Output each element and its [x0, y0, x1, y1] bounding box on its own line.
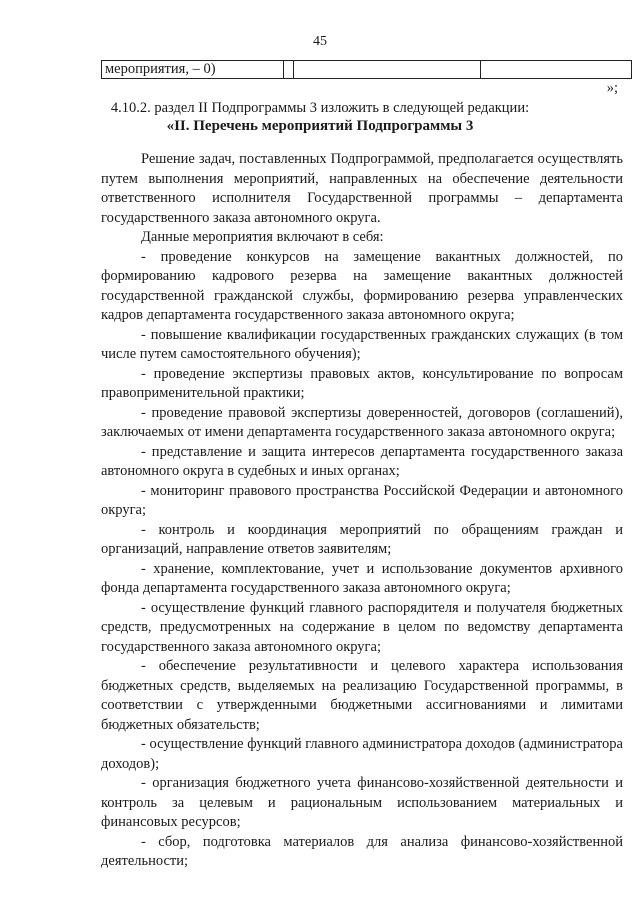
list-item: - обеспечение результативности и целевого характера использования бюджетных средств, выделяемых на реализацию Государственной программы, в соответствии с утвержденными бюджетными ассигнованиями и лимитами бюджетных обязательств;	[101, 658, 623, 733]
section-title: «II. Перечень мероприятий Подпрограммы 3	[166, 118, 474, 134]
page-number: 45	[313, 34, 327, 49]
list-item: - осуществление функций главного распорядителя и получателя бюджетных средств, предусмотренных на содержание в целом по ведомству департамента государственного заказа автономного округа;	[101, 599, 623, 655]
table-cell: мероприятия, – 0)	[102, 61, 284, 79]
list-item: - проведение экспертизы правовых актов, консультирование по вопросам правоприменительной практики;	[101, 365, 623, 401]
includes-paragraph: Данные мероприятия включают в себя:	[141, 229, 384, 245]
list-item: - контроль и координация мероприятий по обращениям граждан и организаций, направление ответов заявителям;	[101, 521, 623, 557]
table-cell	[294, 61, 481, 79]
list-item: - повышение квалификации государственных гражданских служащих (в том числе путем самостоятельного обучения);	[101, 326, 623, 362]
table-cell	[481, 61, 632, 79]
list-item: - мониторинг правового пространства Российской Федерации и автономного округа;	[101, 482, 623, 518]
list-item: - сбор, подготовка материалов для анализа финансово-хозяйственной деятельности;	[101, 833, 623, 869]
document-body	[101, 150, 623, 872]
continuation-table	[101, 60, 632, 79]
list-item: - организация бюджетного учета финансово-хозяйственной деятельности и контроль за целевым и рациональным использованием материальных и финансовых ресурсов;	[101, 775, 623, 830]
list-item: - проведение правовой экспертизы доверенностей, договоров (соглашений), заключаемых от имени департамента государственного заказа автономного округа;	[101, 404, 623, 440]
list-item: - осуществление функций главного администратора доходов (администратора доходов);	[101, 736, 623, 772]
table-cell	[284, 61, 294, 79]
table-row	[102, 61, 632, 79]
list-item: - проведение конкурсов на замещение вакантных должностей, по формированию кадрового резерва на замещение вакантных должностей государственной гражданской службы, формированию резерва управленческих кадров департамента государственного заказа автономного округа;	[101, 248, 623, 323]
intro-paragraph: Решение задач, поставленных Подпрограммой, предполагается осуществлять путем выполнения мероприятий, направленных на обеспечение деятельности ответственного исполнителя Государственной программы – департамента государственного заказа автономного округа.	[101, 151, 623, 226]
list-item: - хранение, комплектование, учет и использование документов архивного фонда департамента государственного заказа автономного округа;	[101, 560, 623, 596]
closing-quote: »;	[606, 80, 618, 96]
list-item: - представление и защита интересов департамента государственного заказа автономного округа в судебных и иных органах;	[101, 443, 623, 479]
amendment-heading: 4.10.2. раздел II Подпрограммы 3 изложить в следующей редакции:	[110, 100, 530, 116]
